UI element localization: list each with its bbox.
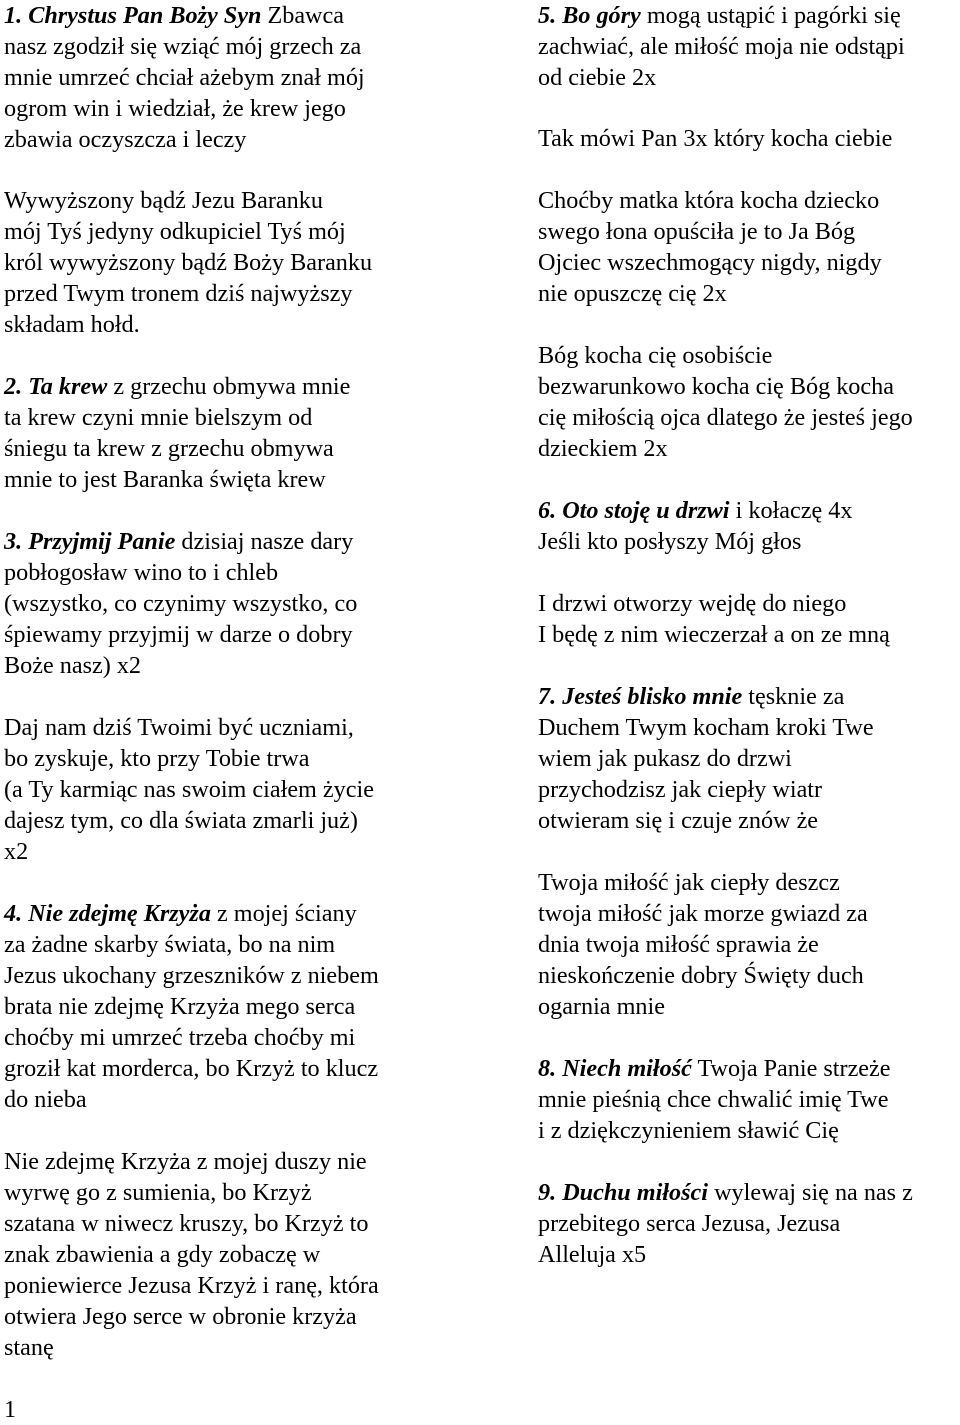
text-line: ogarnia mnie — [538, 993, 665, 1020]
song-5-refrain — [538, 185, 882, 309]
text-line: groził kat morderca, bo Krzyż to klucz — [4, 1055, 379, 1082]
text-line: Twoja miłość jak ciepły deszcz — [538, 869, 840, 896]
text-line: otwieram się i czuje znów że — [538, 807, 819, 834]
song-title: Ta krew — [28, 373, 108, 400]
song-title: Duchu miłości — [562, 1179, 709, 1206]
text-line: swego łona opuściła je to Ja Bóg — [538, 218, 856, 245]
song-title: Przyjmij Panie — [28, 528, 176, 555]
song-title: Bo góry — [562, 2, 641, 29]
song-7-refrain — [538, 867, 868, 1022]
text-line — [4, 371, 350, 402]
text-line: zachwiać, ale miłość moja nie odstąpi — [538, 33, 905, 60]
text-line: wiem jak pukasz do drzwi — [538, 745, 792, 772]
song-title: Jesteś blisko mnie — [562, 683, 743, 710]
song-5-bridge — [538, 340, 913, 464]
text-fragment: z grzechu obmywa mnie — [107, 373, 351, 400]
text-line: przebitego serca Jezusa, Jezusa — [538, 1210, 841, 1237]
text-line: szatana w niwecz kruszy, bo Krzyż to — [4, 1210, 369, 1237]
song-number: 9. — [538, 1179, 557, 1206]
text-line: nieskończenie dobry Święty duch — [538, 962, 864, 989]
song-number: 8. — [538, 1055, 557, 1082]
text-fragment: z mojej ściany — [210, 900, 357, 927]
text-line: bo zyskuje, kto przy Tobie trwa — [4, 745, 310, 772]
song-3-verse — [4, 526, 357, 681]
text-line: Daj nam dziś Twoimi być uczniami, — [4, 714, 354, 741]
text-line: za żadne skarby świata, bo na nim — [4, 931, 336, 958]
text-line: x2 — [4, 838, 29, 865]
song-2-verse — [4, 371, 350, 495]
text-line: otwiera Jego serce w obronie krzyża — [4, 1303, 357, 1330]
text-line: poniewierce Jezusa Krzyż i ranę, która — [4, 1272, 379, 1299]
text-line: dzieckiem 2x — [538, 435, 668, 462]
text-line: nie opuszczę cię 2x — [538, 280, 727, 307]
text-line: mój Tyś jedyny odkupiciel Tyś mój — [4, 218, 346, 245]
text-line: śpiewamy przyjmij w darze o dobry — [4, 621, 353, 648]
text-line: ogrom win i wiedział, że krew jego — [4, 95, 346, 122]
text-line: ta krew czyni mnie bielszym od — [4, 404, 313, 431]
song-4-refrain — [4, 1146, 379, 1363]
song-title: Nie zdejmę Krzyża — [28, 900, 211, 927]
text-line: stanę — [4, 1334, 54, 1361]
text-line — [538, 1177, 913, 1208]
song-9-verse — [538, 1177, 913, 1270]
text-line: dajesz tym, co dla świata zmarli już) — [4, 807, 358, 834]
song-5-verse — [538, 0, 905, 93]
text-line — [538, 681, 874, 712]
text-line: mnie to jest Baranka święta krew — [4, 466, 326, 493]
song-number: 2. — [4, 373, 23, 400]
song-title: Oto stoję u drzwi — [562, 497, 730, 524]
text-line: I drzwi otworzy wejdę do niego — [538, 590, 847, 617]
text-line: Alleluja x5 — [538, 1241, 647, 1268]
text-line: zbawia oczyszcza i leczy — [4, 126, 247, 153]
text-line: dnia twoja miłość sprawia że — [538, 931, 819, 958]
song-6-refrain — [538, 588, 890, 650]
text-fragment: wylewaj się na nas z — [708, 1179, 913, 1206]
text-line: do nieba — [4, 1086, 87, 1113]
text-line: Boże nasz) x2 — [4, 652, 142, 679]
text-line: wyrwę go z sumienia, bo Krzyż — [4, 1179, 312, 1206]
song-number: 4. — [4, 900, 23, 927]
text-line: nasz zgodził się wziąć mój grzech za — [4, 33, 362, 60]
text-line: (wszystko, co czynimy wszystko, co — [4, 590, 358, 617]
text-line: od ciebie 2x — [538, 64, 657, 91]
text-line: król wywyższony bądź Boży Baranku — [4, 249, 373, 276]
text-line: Jeśli kto posłyszy Mój głos — [538, 528, 802, 555]
text-fragment: i kołaczę 4x — [729, 497, 853, 524]
song-1-verse — [4, 0, 365, 155]
song-6-verse — [538, 495, 852, 557]
text-line: przychodzisz jak ciepły wiatr — [538, 776, 823, 803]
text-line: Duchem Twym kocham kroki Twe — [538, 714, 874, 741]
text-line — [4, 526, 357, 557]
text-line: znak zbawienia a gdy zobaczę w — [4, 1241, 321, 1268]
text-fragment: Twoja Panie strzeże — [691, 1055, 891, 1082]
text-line: Ojciec wszechmogący nigdy, nigdy — [538, 249, 882, 276]
text-fragment: Zbawca — [261, 2, 344, 29]
song-number: 5. — [538, 2, 557, 29]
text-line: cię miłością ojca dlatego że jesteś jego — [538, 404, 913, 431]
text-line: twoja miłość jak morze gwiazd za — [538, 900, 868, 927]
song-number: 6. — [538, 497, 557, 524]
song-number: 7. — [538, 683, 557, 710]
text-line: Wywyższony bądź Jezu Baranku — [4, 187, 323, 214]
text-line — [538, 495, 852, 526]
text-line: I będę z nim wieczerzał a on ze mną — [538, 621, 890, 648]
text-line: choćby mi umrzeć trzeba choćby mi — [4, 1024, 356, 1051]
song-4-verse — [4, 898, 379, 1115]
song-title: Niech miłość — [562, 1055, 692, 1082]
text-line — [4, 0, 365, 31]
song-1-refrain — [4, 185, 372, 340]
song-5-line — [538, 123, 892, 154]
text-line: mnie umrzeć chciał ażebym znał mój — [4, 64, 365, 91]
text-line: składam hołd. — [4, 311, 140, 338]
text-line — [538, 1053, 891, 1084]
text-line: Choćby matka która kocha dziecko — [538, 187, 880, 214]
song-number: 3. — [4, 528, 23, 555]
text-line: Nie zdejmę Krzyża z mojej duszy nie — [4, 1148, 367, 1175]
song-3-refrain — [4, 712, 374, 867]
text-line: (a Ty karmiąc nas swoim ciałem życie — [4, 776, 374, 803]
text-line: Jezus ukochany grzeszników z niebem — [4, 962, 379, 989]
song-8-verse — [538, 1053, 891, 1146]
text-line: i z dziękczynieniem sławić Cię — [538, 1117, 839, 1144]
song-title: Chrystus Pan Boży Syn — [28, 2, 262, 29]
text-line: mnie pieśnią chce chwalić imię Twe — [538, 1086, 889, 1113]
text-line: przed Twym tronem dziś najwyższy — [4, 280, 353, 307]
text-fragment: mogą ustąpić i pagórki się — [640, 2, 901, 29]
text-line: bezwarunkowo kocha cię Bóg kocha — [538, 373, 894, 400]
text-line: Bóg kocha cię osobiście — [538, 342, 773, 369]
text-line: brata nie zdejmę Krzyża mego serca — [4, 993, 356, 1020]
song-7-verse — [538, 681, 874, 836]
text-line — [4, 898, 379, 929]
text-line: śniegu ta krew z grzechu obmywa — [4, 435, 334, 462]
text-line: Tak mówi Pan 3x który kocha ciebie — [538, 125, 893, 152]
text-line — [538, 0, 905, 31]
song-number: 1. — [4, 2, 23, 29]
text-fragment: dzisiaj nasze dary — [175, 528, 354, 555]
page-number: 1 — [4, 1396, 17, 1423]
text-line: pobłogosław wino to i chleb — [4, 559, 279, 586]
text-fragment: tęsknie za — [742, 683, 845, 710]
